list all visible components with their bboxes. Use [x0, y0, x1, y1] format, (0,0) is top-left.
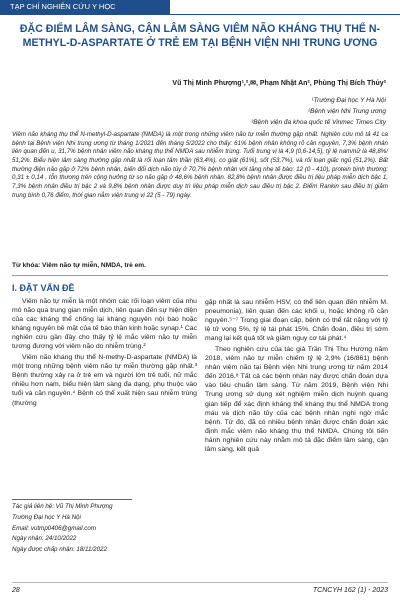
journal-section-label: TẠP CHÍ NGHIÊN CỨU Y HỌC: [0, 0, 170, 14]
affiliation-2: ²Bệnh viện Nhi Trung ương: [307, 108, 386, 115]
accepted-date: Ngày được chấp nhận: 18/11/2022: [12, 546, 107, 554]
footer-journal: TCNCYH 162 (1) - 2023: [312, 587, 388, 594]
contact-email: Email: vutmp0406@gmail.com: [12, 524, 96, 532]
body-column-right: [205, 298, 388, 456]
body-paragraph: Theo nghiên cứu của tác giả Trần Thị Thu Hương năm 2018, viêm não tự miễn chiếm tỷ lệ 2,9% (16/861) bệnh nhân viêm não tại Bệnh viện Nhi trung ương từ năm 2014 đến 2016.⁸ Tất cả các bệnh nhân này được chẩn đoán dựa vào tiêu chuẩn lâm sàng. Từ năm 2019, Bệnh viện Nhi Trung ương sử dụng xét nghiệm miễn dịch huỳnh quang gián tiếp để xác định kháng thể kháng thụ thể NMDA trong máu và dịch não tủy của các bệnh nhân nghi ngờ mắc bệnh. Từ đó, đã có nhiều bệnh nhân được chẩn đoán xác định mắc viêm não kháng thụ thể NMDA. Chúng tôi tiến hành nghiên cứu này nhằm mô tả đặc điểm lâm sàng, cận lâm sàng, kết quả: [205, 346, 388, 453]
affiliations: [251, 95, 386, 128]
corresponding-author-info: [12, 502, 192, 556]
body-column-left: [12, 297, 197, 410]
article-title: ĐẶC ĐIỂM LÂM SÀNG, CẬN LÂM SÀNG VIÊM NÃO KHÁNG THỤ THỂ N-METHYL-D-ASPARTATE Ở TRẺ EM TẠI BỆNH VIỆN NHI TRUNG ƯƠNG: [19, 23, 381, 49]
header-rule: [0, 14, 400, 15]
body-paragraph: Viêm não tự miễn là một nhóm các rối loạn viêm của nhu mô não qua trung gian miễn dịch, liên quan đến sự hiện diện của các kháng thể chống lại kháng nguyên nội bào hoặc kháng nguyên bề mặt của tế bào thần kinh hoặc synap.¹ Các nghiên cứu gần đây cho thấy tỷ lệ mắc viêm não tự miễn tương đương với viêm não do nhiễm trùng.²: [12, 298, 197, 351]
section-heading: I. ĐẶT VẤN ĐỀ: [12, 283, 75, 293]
contact-institution: Trường Đại học Y Hà Nội: [12, 513, 81, 521]
author-list: Vũ Thị Minh Phượng¹,²,✉, Phạm Nhật An², Phùng Thị Bích Thủy²: [172, 80, 386, 87]
contact-divider: [12, 499, 132, 500]
footer-rule: [12, 582, 388, 583]
keywords: Từ khóa: Viêm não tự miễn, NMDA, trẻ em.: [12, 262, 146, 269]
affiliation-3: ³Bệnh viện đa khoa quốc tế Vinmec Times City: [251, 119, 386, 126]
abstract: Viêm não kháng thụ thể N-methyl-D-aspartate (NMDA) là một trong những viêm não tự miễn thường gặp nhất. Nghiên cứu mô tả 41 ca bệnh tại Bệnh viện Nhi trung ương từ tháng 1/2021 đến tháng 5/2022 cho thấy: 61% bệnh nhân không rõ căn nguyên, 7,3% bệnh nhân liên quan đến u, 31,7% bệnh nhân viêm não kháng thụ thể NMDA sau nhiễm trùng. Tuổi trung vị là 4,9 (0,6-14,5), tỷ lệ nam/nữ là 48,8%/ 51,2%. Biểu hiện lâm sàng thường gặp nhất là rối loạn tâm thần (63,4%), co giật (61%), sốt (53,7%), và rối loạn giấc ngủ (51,2%). Bất thường điện não gặp ở 72% bệnh nhân, biến đổi dịch não tủy ở 70,7% bệnh nhân với tăng nhẹ tế bào: 12 (0 - 410), protein bình thường: 0,31 ± 0,14 , tỗn thương trên cộng hưởng từ sọ não gặp ở 48,6% bệnh nhân. 82,8% bệnh nhân được điều trị liệu pháp miễn dịch bậc 1, 7,3% bệnh nhân điều trị bậc 2 và 9,8% bệnh nhân được duy trì liệu pháp miễn dịch sau điều trị bậc 2. Điểm Rankin sau điều trị giảm trung bình 0,76 điểm, thời gian nằm viện trung vị 22 (5 - 79) ngày.: [12, 131, 388, 199]
contact-author: Tác giả liên hệ: Vũ Thị Minh Phượng: [12, 503, 113, 510]
page-number: 28: [12, 587, 20, 594]
section-divider: [12, 275, 388, 276]
body-paragraph: Viêm não kháng thụ thể N-methy-D-aspartate (NMDA) là một trong những bệnh viêm não tự miễn thường gặp nhất.³ Bệnh thường xảy ra ở trẻ em và người lớn trẻ tuổi, nữ mắc nhiều hơn nam, biểu hiện lâm sàng đa dạng, phụ thuộc vào tuổi và căn nguyên.⁴ Bệnh có thể xuất hiện sau nhiễm trùng (thường: [12, 354, 197, 407]
received-date: Ngày nhận: 24/10/2022: [12, 535, 77, 543]
body-paragraph: gặp nhất là sau nhiễm HSV, có thể liên quan đến nhiễm M. pneumonia), liên quan đến các khối u, hoặc không rõ căn nguyên.⁵⁻⁷ Trong giai đoạn cấp, bệnh có thể rất nặng với tỷ lệ tử vong 5%, tỷ lệ tái phát 15%. Chẩn đoán, điều trị sớm mang lại kết quả tốt và giảm nguy cơ tái phát.⁴: [205, 299, 388, 343]
affiliation-1: ¹Trường Đại học Y Hà Nội: [311, 97, 386, 104]
